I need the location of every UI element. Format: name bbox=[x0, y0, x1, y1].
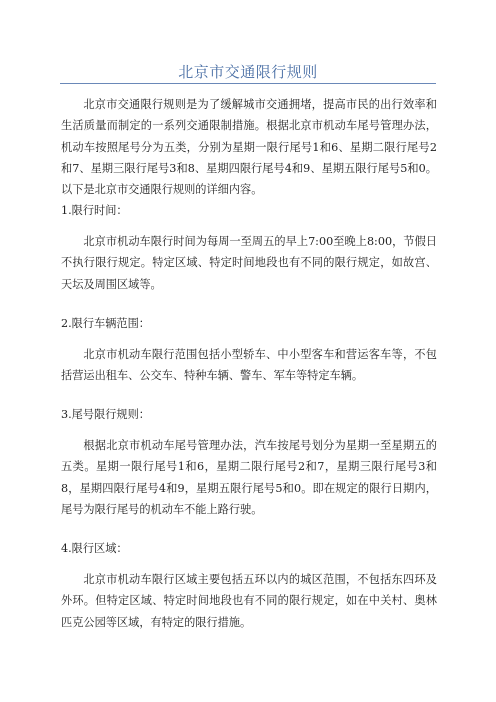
document-title: 北京市交通限行规则 bbox=[178, 63, 318, 81]
section-2-body: 北京市机动车限行范围包括小型轿车、中小型客车和营运客车等，不包括营运出租车、公交车、特种车辆、警车、军车等特定车辆。 bbox=[61, 348, 437, 383]
section-1-heading: 1.限行时间： bbox=[61, 204, 128, 217]
intro-paragraph: 北京市交通限行规则是为了缓解城市交通拥堵，提高市民的出行效率和生活质量而制定的一系列交通限制措施。根据北京市机动车尾号管理办法，机动车按照尾号分为五类，分别为星期一限行尾号1和6、星期二限行尾号2和7、星期三限行尾号3和8、星期四限行尾号4和9、星期五限行尾号5和0。以下是北京市交通限行规则的详细内容。 bbox=[61, 98, 437, 197]
title-divider bbox=[60, 83, 436, 84]
section-3-body: 根据北京市机动车尾号管理办法，汽车按尾号划分为星期一至星期五的五类。星期一限行尾号1和6，星期二限行尾号2和7，星期三限行尾号3和8，星期四限行尾号4和9，星期五限行尾号5和0。即在规定的限行日期内，尾号为限行尾号的机动车不能上路行驶。 bbox=[61, 439, 437, 516]
section-3-heading: 3.尾号限行规则： bbox=[61, 408, 150, 421]
section-4-body: 北京市机动车限行区域主要包括五环以内的城区范围，不包括东四环及外环。但特定区域、特定时间地段也有不同的限行规定，如在中关村、奥林匹克公园等区域，有特定的限行措施。 bbox=[61, 573, 437, 629]
section-2-heading: 2.限行车辆范围： bbox=[61, 317, 150, 330]
section-1-body: 北京市机动车限行时间为每周一至周五的早上7:00至晚上8:00，节假日不执行限行规定。特定区域、特定时间地段也有不同的限行规定，如故宫、天坛及周围区域等。 bbox=[61, 235, 437, 291]
section-4-heading: 4.限行区域： bbox=[61, 542, 128, 555]
